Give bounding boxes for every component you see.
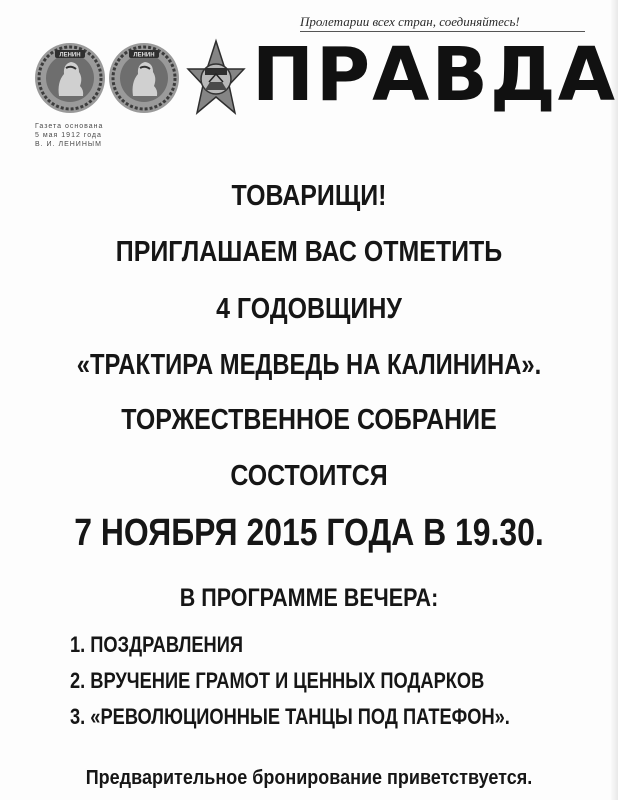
program-item: 1. ПОЗДРАВЛЕНИЯ (70, 632, 244, 657)
greeting-heading: ТОВАРИЩИ! (231, 180, 387, 212)
founded-line: 5 мая 1912 года (35, 132, 102, 139)
founded-line: Газета основана (35, 123, 104, 130)
program-item: 3. «РЕВОЛЮЦИОННЫЕ ТАНЦЫ ПОД ПАТЕФОН». (70, 704, 510, 729)
masthead-motto: Пролетарии всех стран, соединяйтесь! (300, 14, 520, 29)
newspaper-title: ПРАВДА (252, 32, 618, 118)
booking-note: Предварительное бронирование приветствуется. (85, 767, 533, 789)
event-datetime: 7 НОЯБРЯ 2015 ГОДА В 19.30. (74, 512, 544, 554)
founded-line: В. И. ЛЕНИНЫМ (35, 141, 102, 148)
program-title: В ПРОГРАММЕ ВЕЧЕРА: (179, 584, 439, 612)
october-revolution-order-icon (188, 41, 244, 113)
order-medals (33, 38, 248, 118)
program-item: 2. ВРУЧЕНИЕ ГРАМОТ И ЦЕННЫХ ПОДАРКОВ (70, 668, 485, 693)
lenin-order-icon (35, 43, 105, 113)
anniversary-line: 4 ГОДОВЩИНУ (216, 293, 402, 325)
venue-line: «ТРАКТИРА МЕДВЕДЬ НА КАЛИНИНА». (76, 349, 542, 381)
svg-text:ЛЕНИН: ЛЕНИН (133, 52, 155, 59)
founded-note (35, 122, 103, 149)
program-list (70, 632, 600, 740)
svg-text:ЛЕНИН: ЛЕНИН (59, 52, 81, 59)
meeting-line: ТОРЖЕСТВЕННОЕ СОБРАНИЕ (121, 404, 497, 436)
paper-edge (611, 0, 618, 800)
lenin-order-icon (109, 43, 179, 113)
invite-line: ПРИГЛАШАЕМ ВАС ОТМЕТИТЬ (115, 236, 503, 268)
takes-place-line: СОСТОИТСЯ (230, 460, 388, 492)
